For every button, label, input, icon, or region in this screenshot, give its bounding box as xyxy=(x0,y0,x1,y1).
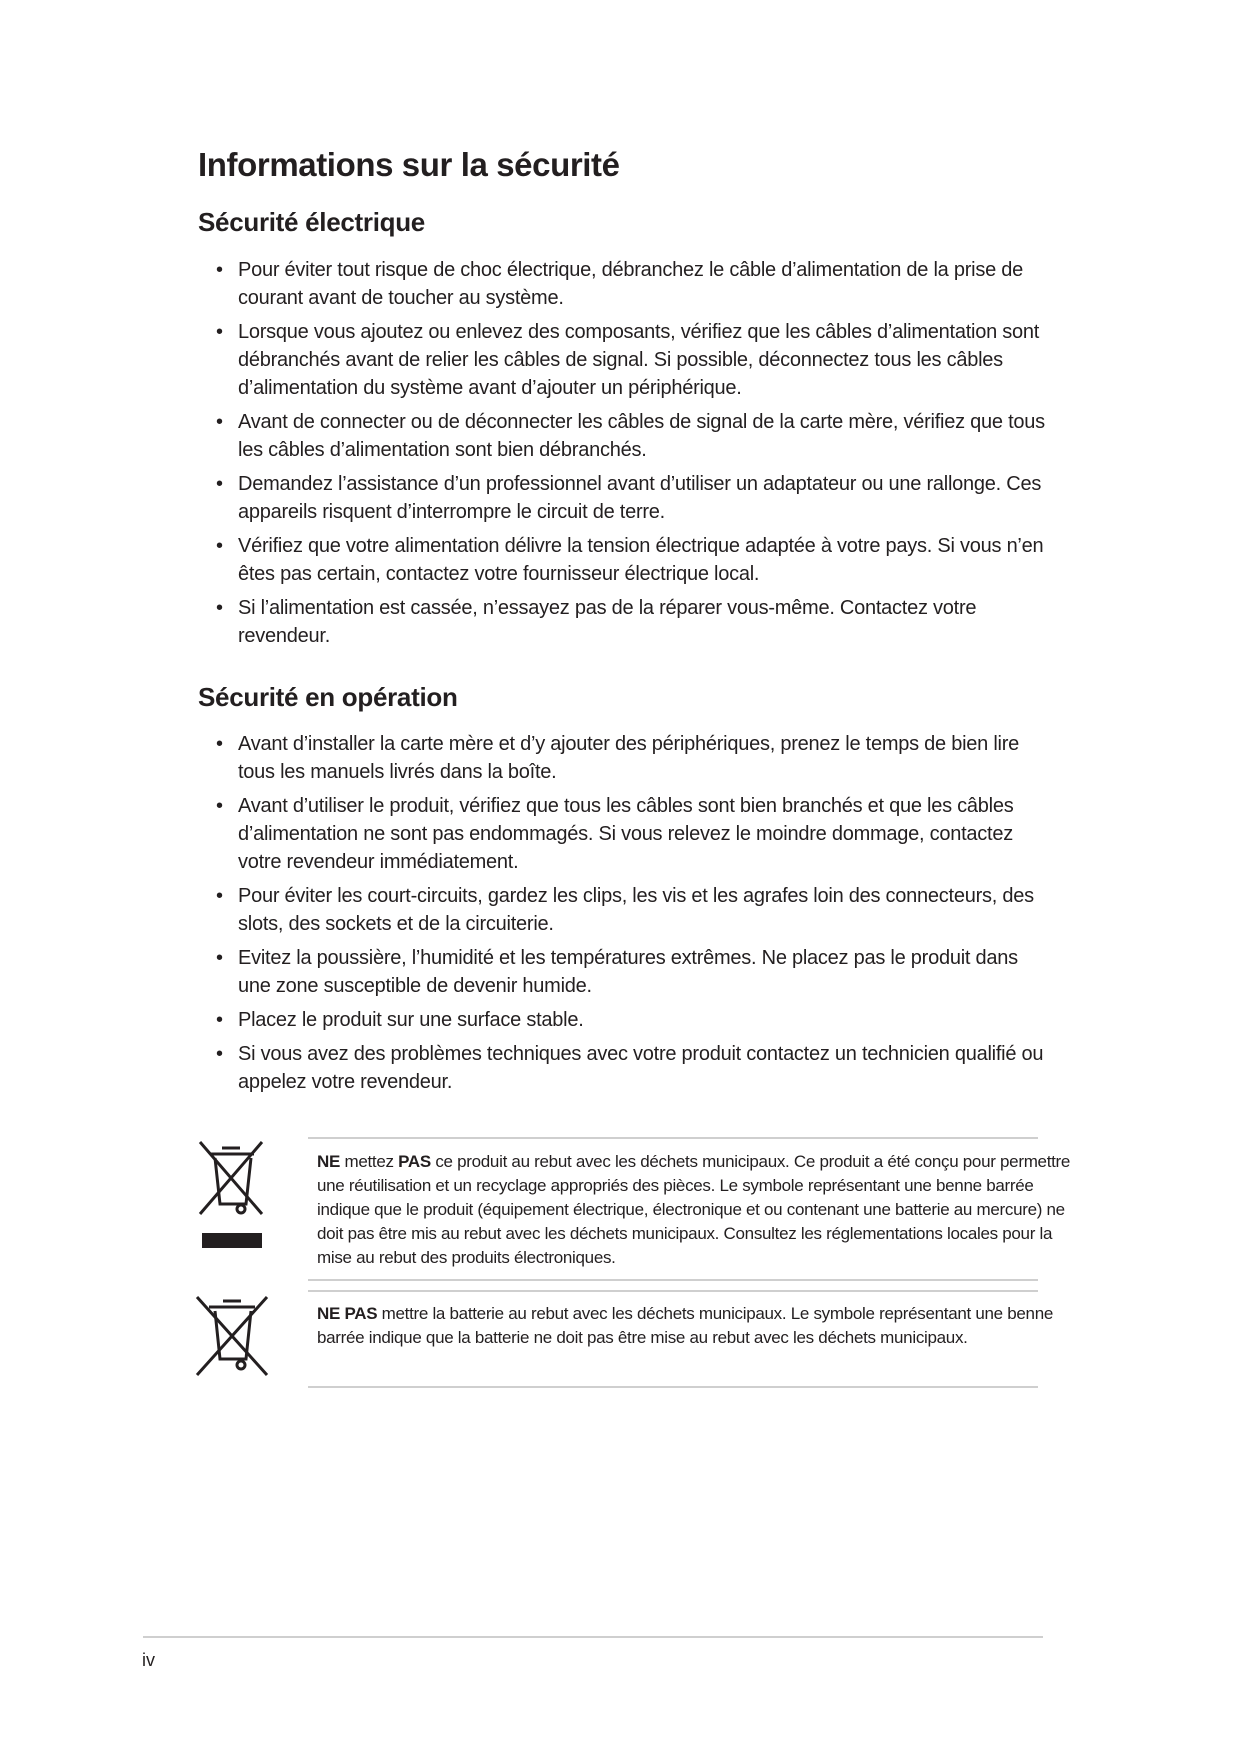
list-item: • Demandez l’assistance d’un professionnel avant d’utiliser un adaptateur ou une rallonge. Ces appareils risquent d’interrompre le circuit de terre. xyxy=(198,470,1048,526)
notice-divider xyxy=(308,1290,1038,1292)
list-item: • Si vous avez des problèmes techniques avec votre produit contactez un technicien qualifié ou appelez votre revendeur. xyxy=(198,1040,1048,1096)
crossed-out-wheeled-bin-with-bar-icon xyxy=(196,1138,268,1250)
notice-divider xyxy=(308,1386,1038,1388)
bullet: • xyxy=(216,321,223,343)
page-title: Informations sur la sécurité xyxy=(198,146,620,183)
notice-divider xyxy=(308,1279,1038,1281)
list-item: • Vérifiez que votre alimentation délivre la tension électrique adaptée à votre pays. Si vous n’en êtes pas certain, contactez votre fournisseur électrique local. xyxy=(198,532,1048,588)
list-item: • Si l’alimentation est cassée, n’essayez pas de la réparer vous-même. Contactez votre revendeur. xyxy=(198,594,1048,650)
list-item: • Pour éviter tout risque de choc électrique, débranchez le câble d’alimentation de la prise de courant avant de toucher au système. xyxy=(198,256,1048,312)
section-heading-operation: Sécurité en opération xyxy=(198,682,458,712)
page-number: iv xyxy=(142,1650,155,1670)
bullet: • xyxy=(216,473,223,495)
bullet: • xyxy=(216,597,223,619)
bullet: • xyxy=(216,411,223,433)
bullet: • xyxy=(216,947,223,969)
list-item: • Lorsque vous ajoutez ou enlevez des composants, vérifiez que les câbles d’alimentation sont débranchés avant de relier les câbles de signal. Si possible, déconnectez tous les câbles d’alimentation du système avant d’ajouter un périphérique. xyxy=(198,318,1048,402)
list-item: • Avant d’utiliser le produit, vérifiez que tous les câbles sont bien branchés et que les câbles d’alimentation ne sont pas endommagés. Si vous relevez le moindre dommage, contactez votre revendeur immédiatement. xyxy=(198,792,1048,876)
list-item: • Avant d’installer la carte mère et d’y ajouter des périphériques, prenez le temps de bien lire tous les manuels livrés dans la boîte. xyxy=(198,730,1048,786)
bullet: • xyxy=(216,885,223,907)
crossed-out-wheeled-bin-icon xyxy=(193,1293,271,1379)
list-item: • Pour éviter les court-circuits, gardez les clips, les vis et les agrafes loin des connecteurs, des slots, des sockets et de la circuiterie. xyxy=(198,882,1048,938)
bullet: • xyxy=(216,535,223,557)
bullet: • xyxy=(216,1043,223,1065)
footer-divider xyxy=(143,1636,1043,1638)
bullet: • xyxy=(216,1009,223,1031)
bullet: • xyxy=(216,259,223,281)
section-heading-electrical: Sécurité électrique xyxy=(198,207,425,237)
disposal-notice-battery: NE PAS mettre la batterie au rebut avec les déchets municipaux. Le symbole représentant une benne barrée indique que la batterie ne doit pas être mise au rebut avec les déchets municipaux. xyxy=(317,1304,1054,1347)
list-item: • Placez le produit sur une surface stable. xyxy=(198,1006,1048,1034)
operation-safety-list xyxy=(198,730,1048,1102)
bullet: • xyxy=(216,733,223,755)
bullet: • xyxy=(216,795,223,817)
list-item: • Avant de connecter ou de déconnecter les câbles de signal de la carte mère, vérifiez que tous les câbles d’alimentation sont bien débranchés. xyxy=(198,408,1048,464)
disposal-notice-product: NE mettez PAS ce produit au rebut avec les déchets municipaux. Ce produit a été conçu pour permettre une réutilisation et un recyclage appropriés des pièces. Le symbole représentant une benne barrée indique que le produit (équipement électrique, électronique et ou contenant une batterie au mercure) ne doit pas être mis au rebut avec les déchets municipaux. Consultez les réglementations locales pour la mise au rebut des produits électroniques. xyxy=(317,1152,1071,1267)
list-item: • Evitez la poussière, l’humidité et les températures extrêmes. Ne placez pas le produit dans une zone susceptible de devenir humide. xyxy=(198,944,1048,1000)
notice-divider xyxy=(308,1137,1038,1139)
electrical-safety-list xyxy=(198,256,1048,656)
